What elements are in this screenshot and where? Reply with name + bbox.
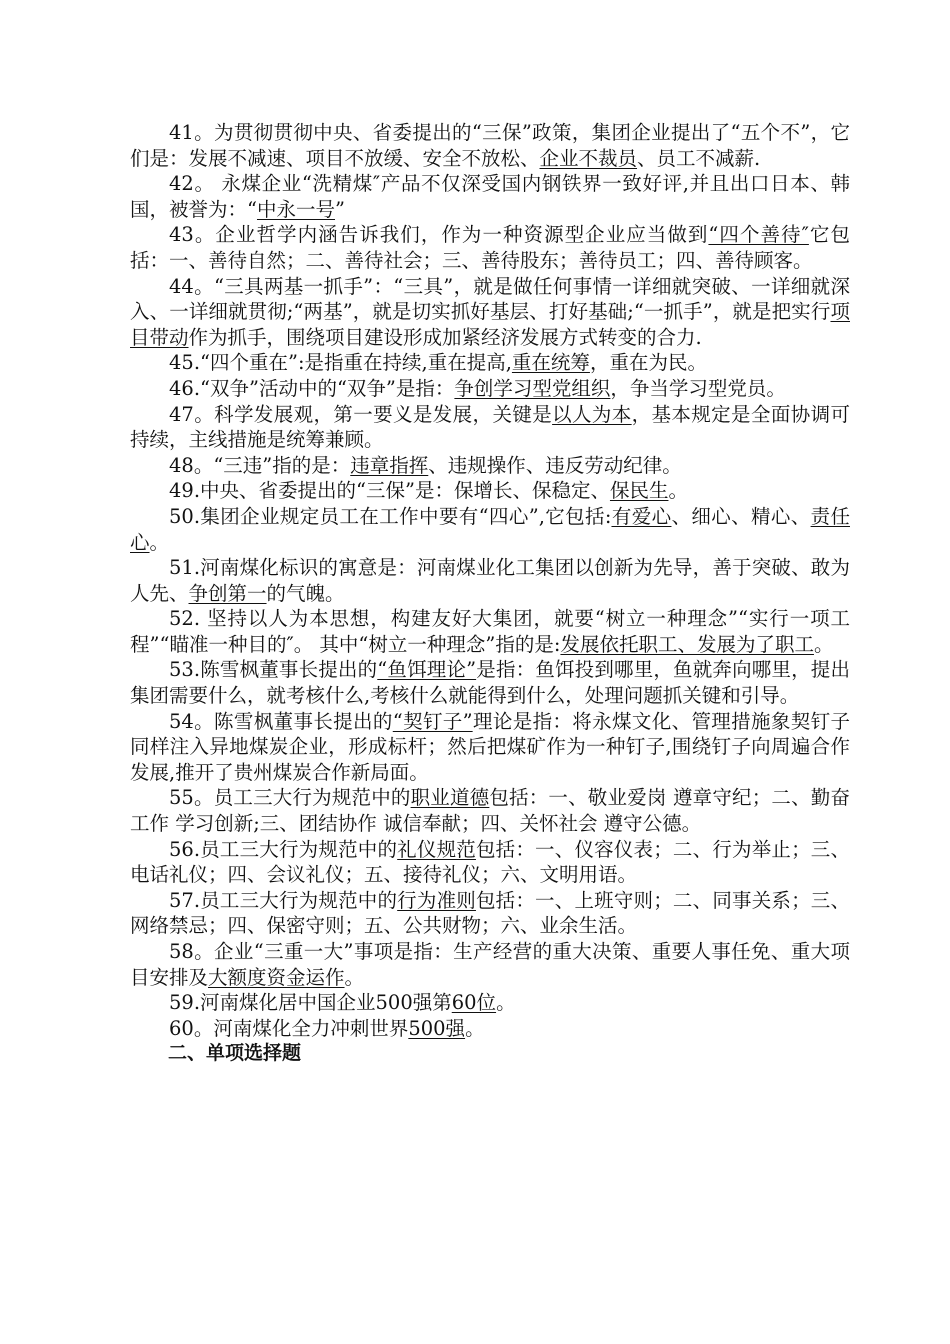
question-text: 。 (813, 632, 834, 656)
question-item (130, 504, 850, 555)
question-text: 51.河南煤化标识的寓意是：河南煤业化工集团以创新为先导，善于突破、敢为人先、 (130, 556, 850, 605)
question-text: 50.集团企业规定员工在工作中要有“四心”,它包括: (169, 504, 612, 528)
question-text: 。 (149, 530, 170, 554)
answer-underlined: 重在统筹 (511, 351, 590, 375)
question-text: 44。“三具两基一抓手”：“三具”，就是做任何事情一详细就突破、一详细就深入、一详细就贯彻;“两基”，就是切实抓好基层、打好基础;“一抓手”，就是把实行 (130, 274, 850, 324)
question-text: 60。河南煤化全力冲刺世界 (169, 1016, 409, 1040)
question-item (130, 171, 850, 222)
answer-underlined: 争创学习型党组织 (454, 376, 611, 400)
question-item (130, 555, 850, 606)
question-text: 理论是指：将永煤文化、管理措施象契钉子同样注入异地煤炭企业，形成标杆；然后把煤矿作为一种钉子,围绕钉子向周遍合作发展,推开了贵州煤炭合作新局面。 (130, 709, 850, 784)
question-text: 包括：一、敬业爱岗 遵章守纪；二、勤奋工作 学习创新;三、团结协作 诚信奉献；四、关怀社会 遵守公德。 (130, 786, 850, 836)
question-text: 55。员工三大行为规范中的 (169, 786, 411, 810)
answer-underlined: 行为准则 (397, 888, 476, 912)
question-item (130, 222, 850, 273)
question-text: 52. 坚持以人为本思想，构建友好大集团，就要“树立一种理念”“实行一项工程”“瞄准一种目的″。 其中“树立一种理念”指的是: (130, 607, 850, 656)
question-text: 它包括：一、善待自然；二、善待社会；三、善待股东；善待员工；四、善待顾客。 (130, 223, 850, 272)
answer-underlined: 500强 (408, 1016, 466, 1040)
answer-underlined: 礼仪规范 (397, 837, 476, 861)
question-item (130, 709, 850, 786)
question-list (130, 120, 850, 1041)
question-text: 42。 永煤企业“洗精煤″产品不仅深受国内钢铁界一致好评,并且出口日本、韩国，被誉为：“ (130, 172, 850, 221)
question-text: ，基本规定是全面协调可持续，主线措施是统筹兼顾。 (130, 402, 850, 452)
section-heading: 二、单项选择题 (168, 1042, 302, 1065)
question-item (130, 785, 850, 836)
answer-underlined: “四个善待″ (708, 223, 809, 247)
answer-underlined: “契钉子” (392, 709, 473, 733)
question-item (130, 888, 850, 939)
question-item (130, 1016, 850, 1042)
answer-underlined: 争创第一 (188, 581, 267, 605)
question-text: 54。陈雪枫董事长提出的 (169, 709, 393, 733)
question-text: 的气魄。 (266, 581, 345, 605)
question-text: 48。“三违”指的是： (169, 453, 351, 477)
question-text: 作为抓手，围绕项目建设形成加紧经济发展方式转变的合力. (188, 325, 702, 349)
question-text: 、员工不减薪. (637, 146, 761, 170)
answer-underlined: 违章指挥 (350, 453, 429, 477)
question-text: ” (335, 197, 345, 221)
question-text: 。 (465, 1016, 485, 1040)
answer-underlined: “鱼饵理论” (377, 658, 477, 682)
question-text: 56.员工三大行为规范中的 (169, 837, 398, 861)
question-item (130, 120, 850, 171)
answer-underlined: 企业不裁员 (539, 146, 638, 170)
question-item (130, 376, 850, 402)
question-text: ，争当学习型党员。 (610, 376, 786, 400)
question-text: 43。企业哲学内涵告诉我们，作为一种资源型企业应当做到 (169, 223, 709, 247)
question-item (130, 453, 850, 479)
question-text: 。 (668, 479, 688, 503)
question-text: 。 (344, 965, 365, 989)
question-item (130, 274, 850, 351)
question-text: 59.河南煤化居中国企业500强第 (169, 991, 452, 1015)
question-text: 53.陈雪枫董事长提出的 (169, 658, 378, 682)
question-text: 。 (496, 991, 516, 1015)
answer-underlined: 有爱心 (611, 504, 672, 528)
answer-underlined: 60位 (451, 991, 497, 1015)
question-item (130, 657, 850, 708)
answer-underlined: 发展依托职工、发展为了职工 (560, 632, 814, 656)
answer-underlined: 职业道德 (410, 786, 490, 810)
question-item (130, 606, 850, 657)
document-body (130, 120, 850, 1067)
question-text: 46.“双争”活动中的“双争”是指： (169, 376, 455, 400)
question-item (130, 990, 850, 1016)
question-text: 47。科学发展观，第一要义是发展，关键是 (169, 402, 553, 426)
answer-underlined: 以人为本 (552, 402, 632, 426)
question-text: ，重在为民。 (589, 351, 707, 375)
answer-underlined: 大额度资金运作 (208, 965, 345, 989)
question-item (130, 837, 850, 888)
question-item (130, 402, 850, 453)
answer-underlined: 中永一号 (256, 197, 335, 221)
question-text: 49.中央、省委提出的“三保”是：保增长、保稳定、 (169, 479, 610, 503)
question-text: 41。为贯彻贯彻中央、省委提出的“三保”政策，集团企业提出了“五个不”，它们是：发展不减速、项目不放缓、安全不放松、 (130, 121, 850, 170)
answer-underlined: 保民生 (609, 479, 669, 503)
answer-underlined: 项目带动 (130, 300, 850, 349)
question-item (130, 478, 850, 504)
question-text: 包括：一、仪容仪表；二、行为举止；三、电话礼仪；四、会议礼仪；五、接待礼仪；六、文明用语。 (130, 837, 850, 887)
question-text: 57.员工三大行为规范中的 (169, 888, 398, 912)
question-text: 包括：一、上班守则；二、同事关系；三、网络禁忌；四、保密守则；五、公共财物；六、业余生活。 (130, 888, 850, 938)
question-item (130, 939, 850, 990)
answer-underlined: 责任心 (130, 504, 850, 554)
question-text: 是指：鱼饵投到哪里，鱼就奔向哪里，提出集团需要什么，就考核什么,考核什么就能得到什么，处理问题抓关键和引导。 (130, 658, 850, 708)
question-text: 58。企业“三重一大”事项是指：生产经营的重大决策、重要人事任免、重大项目安排及 (130, 940, 850, 989)
question-text: 、细心、精心、 (671, 504, 811, 528)
question-item (130, 350, 850, 376)
question-text: 45.“四个重在”:是指重在持续,重在提高, (169, 351, 512, 375)
question-text: 、违规操作、违反劳动纪律。 (428, 453, 682, 477)
